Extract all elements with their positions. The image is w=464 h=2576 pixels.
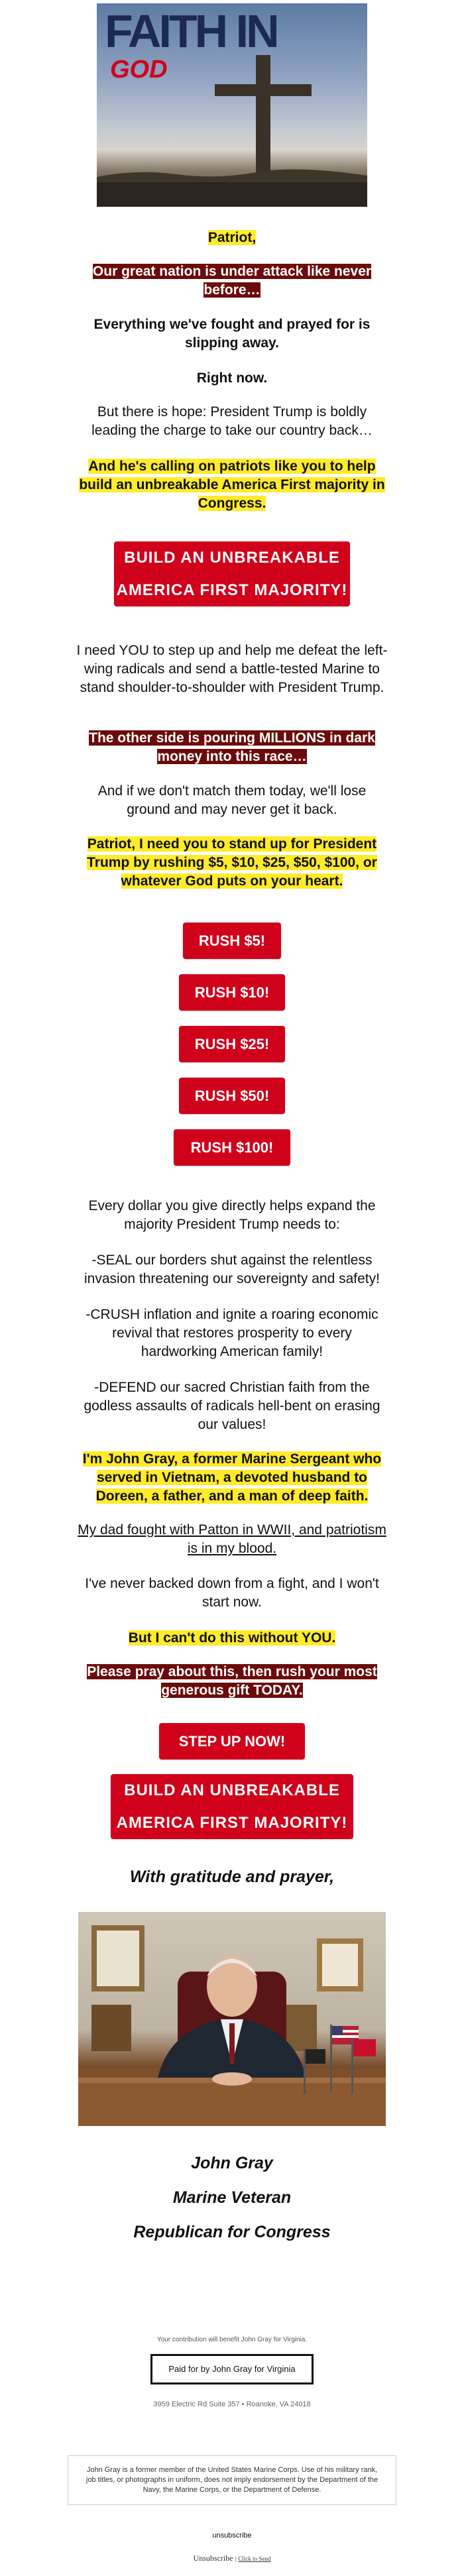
seal-line: -SEAL our borders shut against the relentless invasion threatening our sovereignty and safety! — [84, 1253, 380, 1286]
candidate-portrait — [78, 1912, 386, 2126]
cant-do-line: But I can't do this without YOU. — [128, 1630, 336, 1646]
signature-title-2: Republican for Congress — [133, 2223, 331, 2241]
every-dollar-line: Every dollar you give directly helps expand the majority President Trump needs to: — [88, 1198, 376, 1232]
stand-up-line: Patriot, I need you to stand up for President Trump by rushing $5, $10, $25, $50, $100, or whatever God puts on your heart. — [87, 836, 377, 889]
pouring-line: The other side is pouring MILLIONS in dark money into this race… — [89, 730, 375, 764]
build-majority-line1-2: BUILD AN UNBREAKABLE — [124, 1781, 340, 1799]
logo-line1: FAITH IN — [105, 5, 277, 57]
crush-line: -CRUSH inflation and ignite a roaring economic revival that restores prosperity to every hardworking American family! — [86, 1307, 378, 1359]
build-majority-button[interactable] — [114, 541, 350, 606]
paid-by-box: Paid for by John Gray for Virginia — [150, 2354, 314, 2384]
rush-10-button[interactable]: RUSH $10! — [179, 974, 285, 1011]
signature-name: John Gray — [191, 2154, 273, 2172]
attack-line: Our great nation is under attack like never before… — [92, 264, 372, 298]
rush-25-button[interactable]: RUSH $25! — [179, 1026, 285, 1062]
unsubscribe-label[interactable]: Unsubscribe — [193, 2553, 233, 2563]
fought-line: Everything we've fought and prayed for is slipping away. — [93, 317, 371, 351]
click-to-send-link[interactable]: Click to Send — [238, 2555, 271, 2562]
calling-line: And he's calling on patriots like you to help build an unbreakable America First majority in Congress. — [79, 459, 385, 511]
logo-line2: GOD — [110, 56, 168, 84]
dad-line: My dad fought with Patton in WWII, and patriotism is in my blood. — [78, 1522, 386, 1556]
bio-line: I'm John Gray, a former Marine Sergeant who served in Vietnam, a devoted husband to Doreen, a father, and a man of deep faith. — [82, 1451, 382, 1504]
right-now-line: Right now. — [196, 370, 268, 386]
greeting: Patriot, — [207, 230, 257, 245]
hope-line: But there is hope: President Trump is boldly leading the charge to take our country back… — [91, 404, 373, 438]
need-you-line: I need YOU to step up and help me defeat the left-wing radicals and send a battle-tested Marine to stand shoulder-to-shoulder with President Trump. — [76, 643, 388, 695]
build-majority-line2: AMERICA FIRST MAJORITY! — [116, 581, 348, 599]
build-majority-line2-2: AMERICA FIRST MAJORITY! — [116, 1814, 348, 1832]
pray-line: Please pray about this, then rush your most generous gift TODAY. — [87, 1664, 377, 1698]
benefit-notice: Your contribution will benefit John Gray for Virginia. — [156, 2336, 308, 2343]
match-line: And if we don't match them today, we'll lose ground and may never get it back. — [97, 783, 367, 817]
hero-image — [97, 3, 367, 207]
never-backed-line: I've never backed down from a fight, and I won't start now. — [85, 1576, 379, 1610]
defend-line: -DEFEND our sacred Christian faith from the godless assaults of radicals hell-bent on erasing our values! — [84, 1380, 380, 1432]
rush-100-button[interactable]: RUSH $100! — [174, 1129, 290, 1166]
step-up-button[interactable]: STEP UP NOW! — [159, 1723, 305, 1760]
address-line: 3959 Electric Rd Suite 357 • Roanoke, VA 24018 — [153, 2400, 311, 2408]
rush-5-button[interactable]: RUSH $5! — [183, 923, 281, 959]
portrait-figure-icon — [78, 1912, 386, 2126]
build-majority-button-2[interactable] — [111, 1774, 353, 1839]
unsubscribe-row — [0, 2553, 464, 2563]
gratitude-line: With gratitude and prayer, — [129, 1868, 335, 1886]
unsubscribe-link-small[interactable]: unsubscribe — [212, 2532, 252, 2540]
build-majority-line1: BUILD AN UNBREAKABLE — [124, 549, 340, 567]
rush-50-button[interactable]: RUSH $50! — [179, 1078, 285, 1114]
footer-separator: | — [235, 2555, 237, 2562]
disclaimer-box: John Gray is a former member of the United States Marine Corps. Use of his military rank, job titles, or photographs in uniform, does not imply endorsement by the Department of the Navy, the Marine Corps, or the Department of Defense. — [68, 2455, 396, 2505]
signature-title-1: Marine Veteran — [172, 2188, 292, 2207]
